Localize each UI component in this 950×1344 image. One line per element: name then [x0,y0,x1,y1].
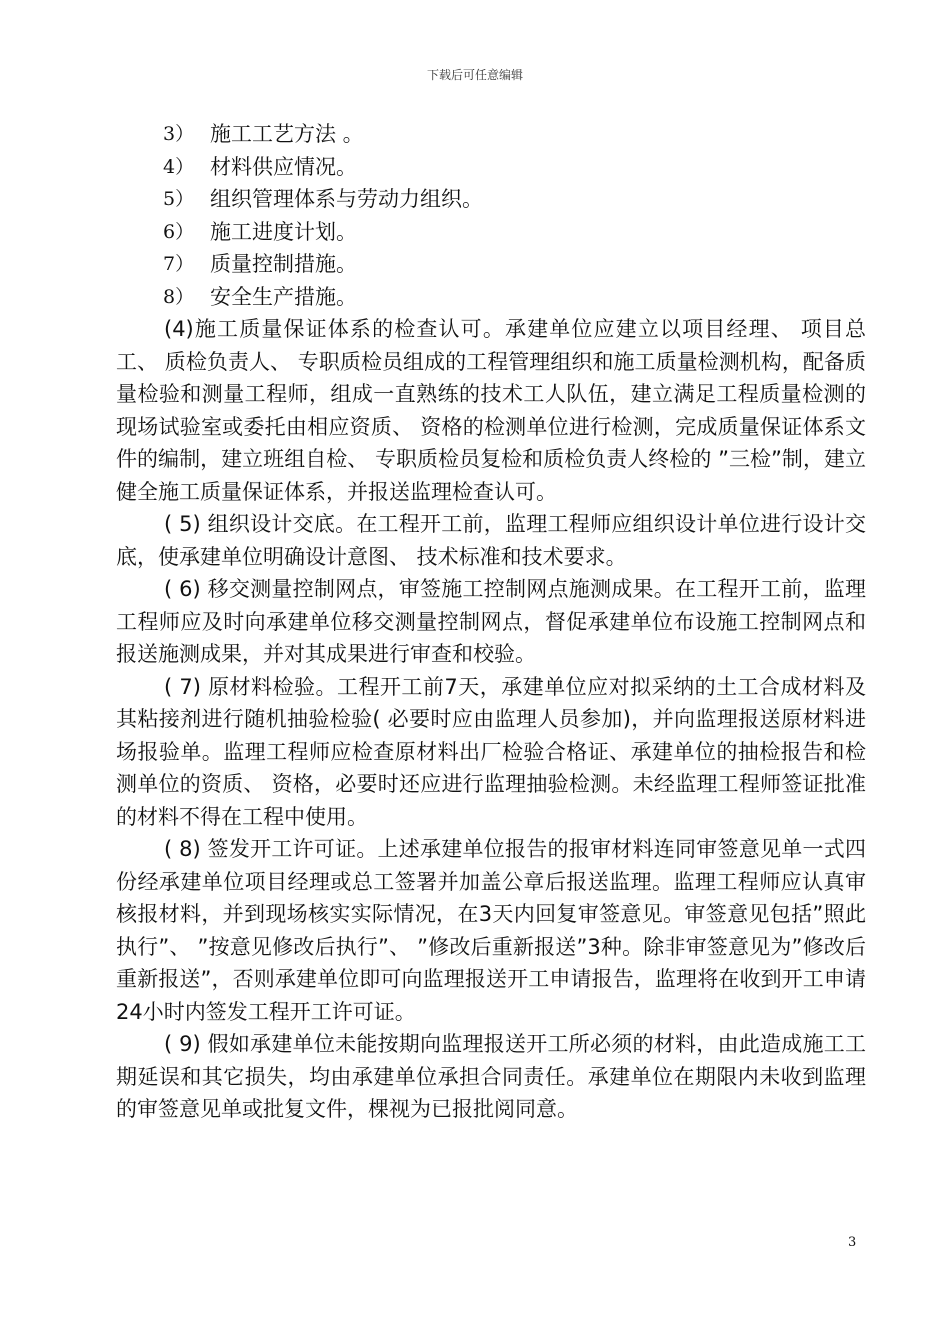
list-text: 施工工艺方法 。 [210,122,364,146]
paragraph-design-briefing: ( 5) 组织设计交底。在工程开工前，监理工程师应组织设计单位进行设计交底，使承建单位明确设计意图、 技术标准和技术要求。 [116,512,866,569]
page-number: 3 [848,1235,857,1250]
list-item [116,183,866,216]
list-number: 6） [163,220,195,243]
list-item [116,151,866,184]
list-text: 材料供应情况。 [210,154,357,179]
paragraph-start-permit: ( 8) 签发开工许可证。上述承建单位报告的报审材料连同审签意见单一式四份经承建单位项目经理或总工签署并加盖公章后报送监理。监理工程师应认真审核报材料，并到现场核实实际情况，在3天内回复审签意见。审签意见包括”照此执行”、 ”按意见修改后执行”、 ”修改后重新报送”3种。除非审签意见为”修改后重新报送”，否则承建单位即可向监理报送开工申请报告，监理将在收到开工申请24小时内签发工程开工许可证。 [116,837,866,1024]
list-number: 3） [163,123,195,145]
page-header: 下载后可任意编辑 [426,68,523,82]
paragraph-survey-control: ( 6) 移交测量控制网点，审签施工控制网点施测成果。在工程开工前，监理工程师应及时向承建单位移交测量控制网点，督促承建单位布设施工控制网点和报送施测成果，并对其成果进行审查和校验。 [116,577,866,666]
list-number: 8） [163,285,195,308]
paragraph-quality-assurance: (4)施工质量保证体系的检查认可。承建单位应建立以项目经理、 项目总工、 质检负责人、 专职质检员组成的工程管理组织和施工质量检测机构，配备质量检验和测量工程师，组成一直熟练的技术工人队伍，建立满足工程质量检测的现场试验室或委托由相应资质、 资格的检测单位进行检测，完成质量保证体系文件的编制，建立班组自检、 专职质检员复检和质检负责人终检的 ”三检”制，建立健全施工质量保证体系，并报送监理检查认可。 [116,317,866,504]
list-number: 5） [163,188,195,210]
list-text: 施工进度计划。 [210,219,357,244]
paragraph-material-inspection: ( 7) 原材料检验。工程开工前7天，承建单位应对拟采纳的土工合成材料及其粘接剂进行随机抽验检验( 必要时应由监理人员参加)，并向监理报送原材料进场报验单。监理工程师应检查原材料出厂检验合格证、承建单位的抽检报告和检测单位的资质、 资格，必要时还应进行监理抽验检测。未经监理工程师签证批准的材料不得在工程中使用。 [116,674,866,829]
list-item [116,118,866,151]
list-number: 7） [163,253,195,275]
list-item [116,248,866,281]
list-item [116,216,866,249]
list-text: 质量控制措施。 [210,252,357,276]
paragraph-delay-responsibility: ( 9) 假如承建单位未能按期向监理报送开工所必须的材料，由此造成施工工期延误和其它损失，均由承建单位承担合同责任。承建单位在期限内未收到监理的审签意见单或批复文件，棵视为已报批阅同意。 [116,1032,866,1121]
list-number: 4） [163,155,195,178]
list-text: 组织管理体系与劳动力组织。 [210,187,483,211]
list-item [116,281,866,314]
list-text: 安全生产措施。 [210,284,357,309]
document-body [116,118,866,1126]
